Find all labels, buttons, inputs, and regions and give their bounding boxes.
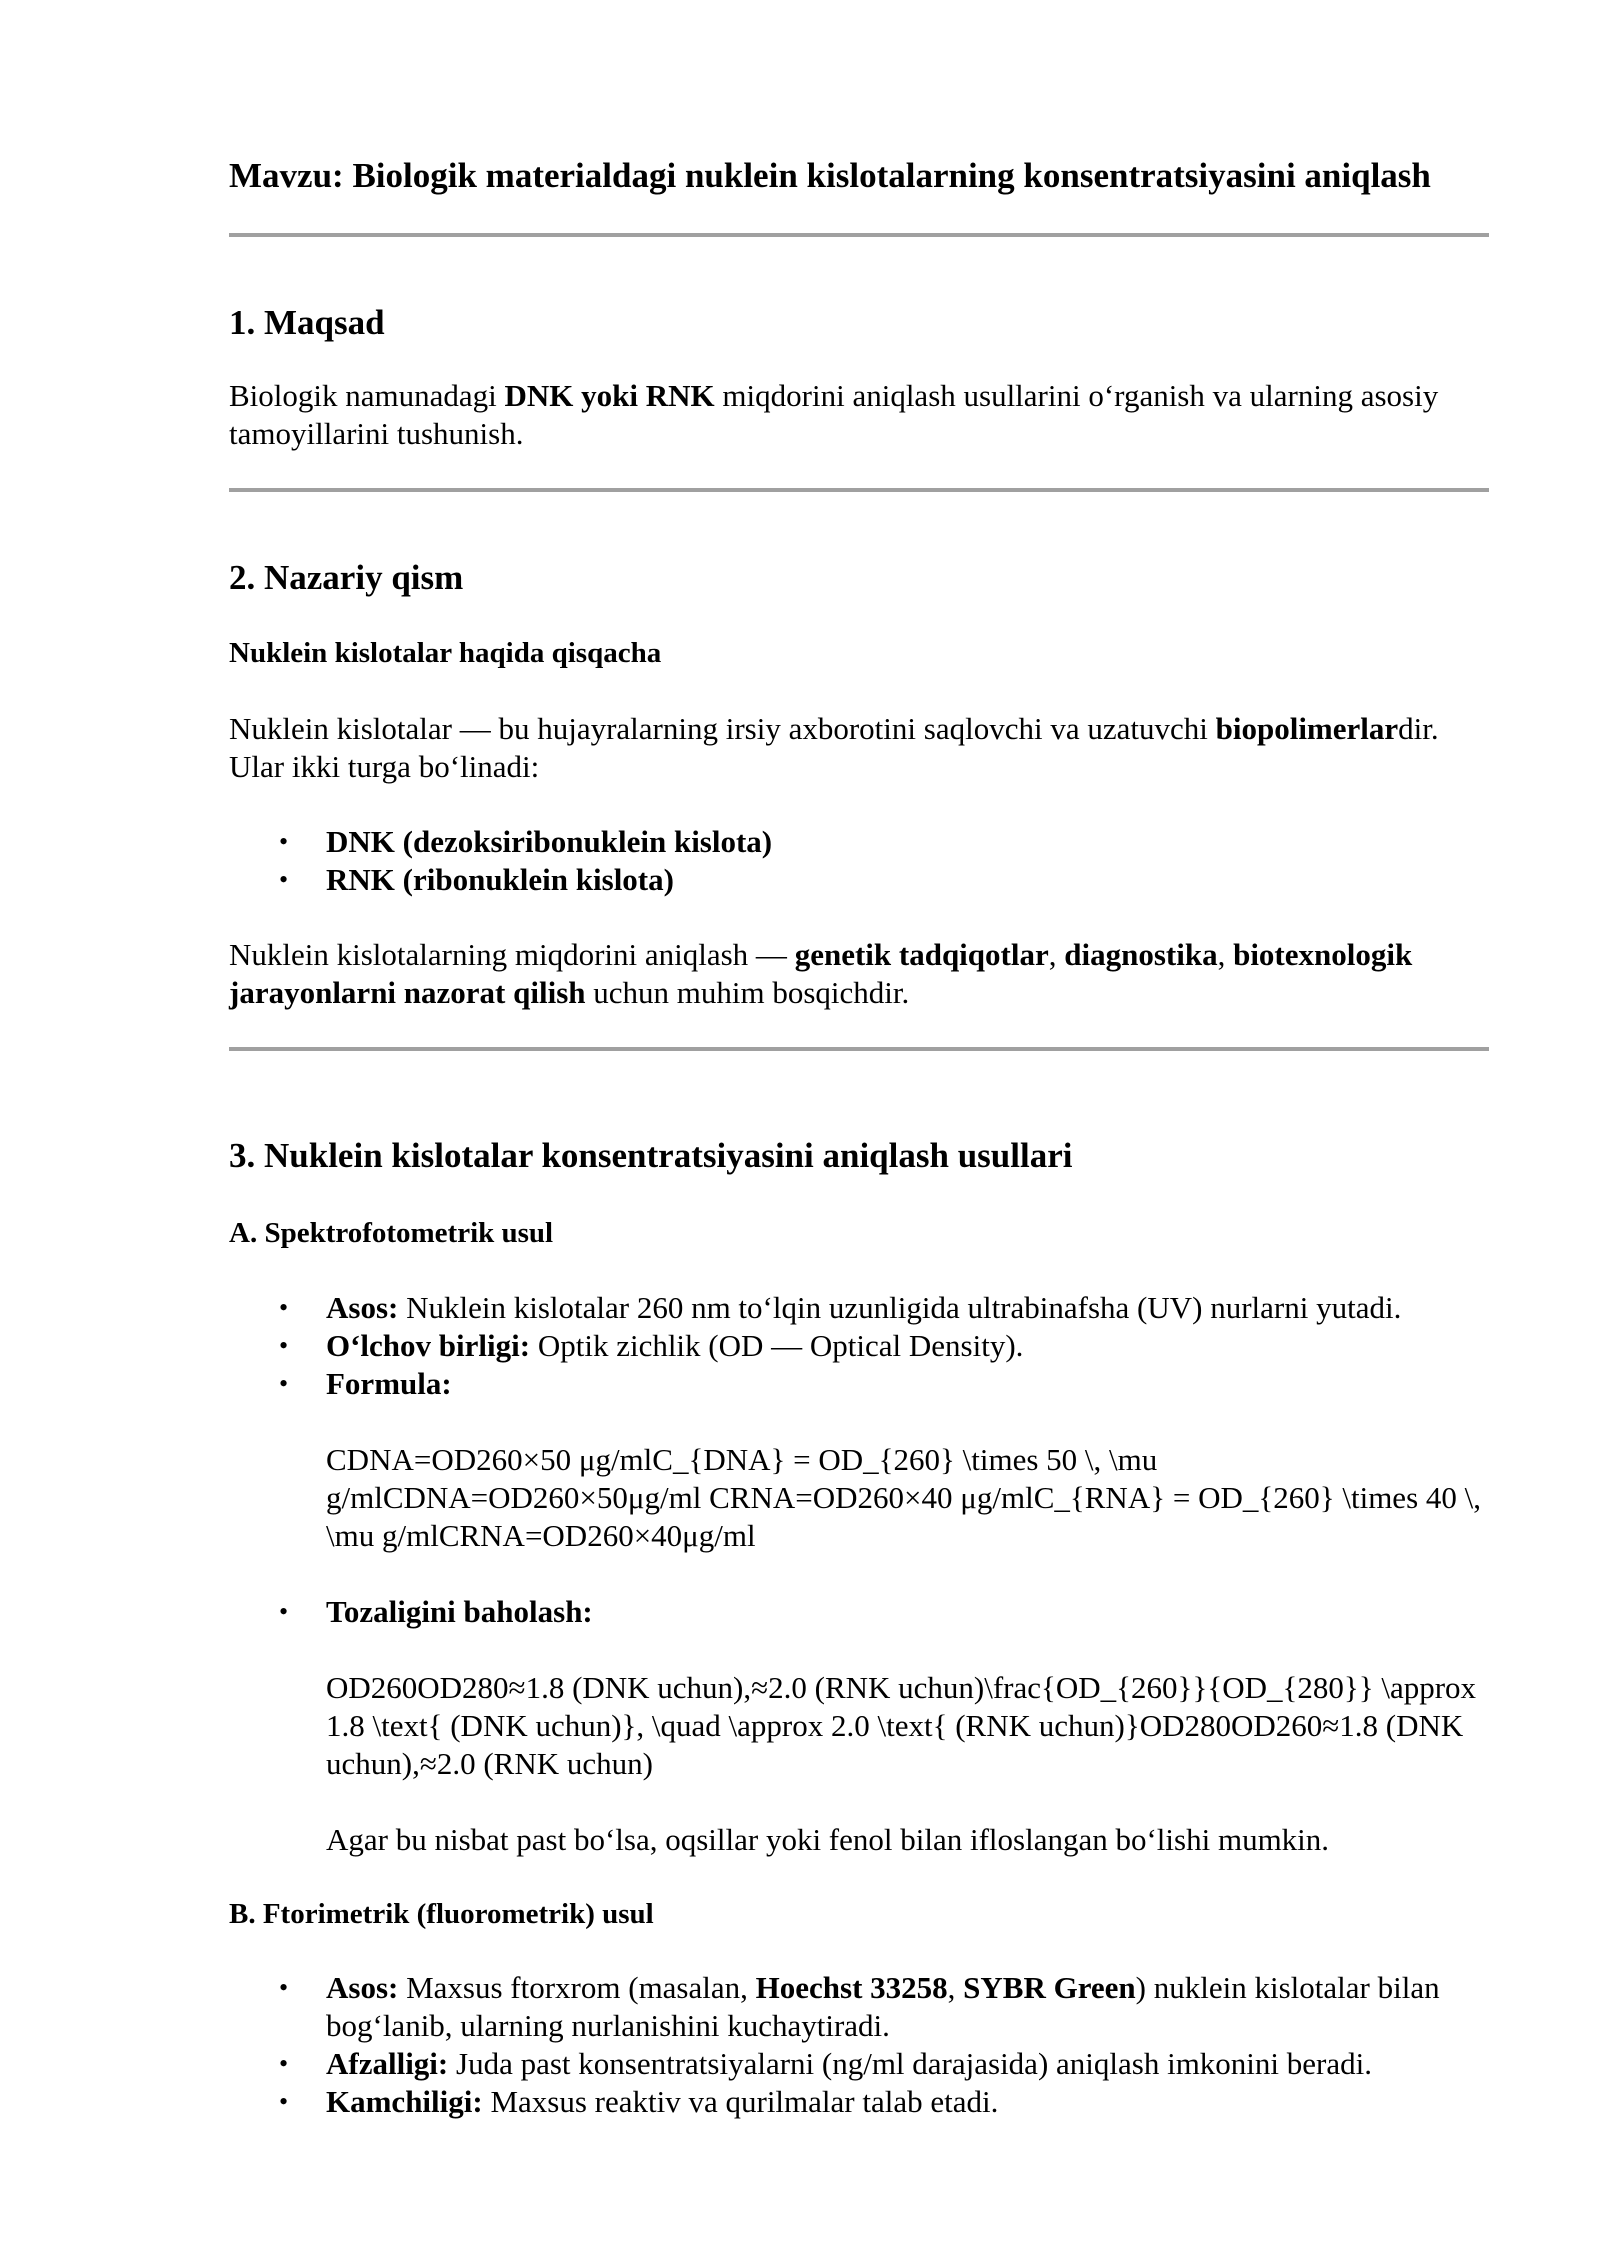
- text-run: uchun muhim bosqichdir.: [585, 975, 910, 1010]
- purity-ratio-text: OD260OD280≈1.8 (DNK uchun),≈2.0 (RNK uchun)\frac{OD_{260}}{OD_{280}} \approx 1.8 \text{ (DNK uchun)}, \quad \approx 2.0 \text{ (RNK uchun)}OD280OD260≈1.8 (DNK uchun),≈2.0 (RNK uchun): [326, 1670, 1477, 1781]
- purity-note: Agar bu nisbat past bo‘lsa, oqsillar yoki fenol bilan ifloslangan bo‘lishi mumkin.: [326, 1822, 1330, 1857]
- text-run: Maxsus reaktiv va qurilmalar talab etadi.: [482, 2084, 999, 2119]
- types-list: [229, 823, 1489, 899]
- purity-list: [229, 1593, 1489, 1631]
- bullet-icon: •: [279, 1973, 289, 2002]
- list-item: [229, 1327, 1489, 1365]
- text-run: Optik zichlik (OD — Optical Density).: [530, 1328, 1024, 1363]
- list-item: [229, 1289, 1489, 1327]
- spectro-list: [229, 1289, 1489, 1403]
- list-item-text: RNK (ribonuklein kislota): [326, 862, 674, 897]
- bold-text-run: SYBR Green: [963, 1970, 1136, 2005]
- bold-text-run: Tozaligini baholash:: [326, 1594, 593, 1629]
- bullet-icon: •: [279, 2049, 289, 2078]
- text-run: ,: [1048, 937, 1065, 972]
- bold-text-run: O‘lchov birligi:: [326, 1328, 531, 1363]
- divider: [229, 488, 1489, 492]
- bold-text-run: DNK yoki RNK: [504, 378, 715, 413]
- list-item: [229, 1365, 1489, 1403]
- bullet-icon: •: [279, 2087, 289, 2116]
- subheading-nuklein: Nuklein kislotalar haqida qisqacha: [229, 637, 662, 669]
- divider: [229, 1047, 1489, 1051]
- bullet-icon: •: [279, 1331, 289, 1360]
- text-run: miqdorini aniqlash usullarini o‘rganish va ularning asosiy tamoyillarini tushunish.: [229, 378, 1439, 451]
- document-title: Mavzu: Biologik materialdagi nuklein kislotalarning konsentratsiyasini aniqlash: [229, 156, 1431, 195]
- bold-text-run: Afzalligi:: [326, 2046, 449, 2081]
- text-run: Maxsus ftorxrom (masalan,: [398, 1970, 756, 2005]
- section-heading-nazariy: 2. Nazariy qism: [229, 558, 464, 597]
- section-heading-maqsad: 1. Maqsad: [229, 303, 385, 342]
- text-run: ,: [1217, 937, 1234, 972]
- bold-text-run: Hoechst 33258: [755, 1970, 948, 2005]
- bullet-icon: •: [279, 1369, 289, 1398]
- list-item: [229, 823, 1489, 861]
- intro-paragraph: [229, 710, 1489, 786]
- list-item: [229, 2045, 1489, 2083]
- formula-text: CDNA=OD260×50 μg/mlC_{DNA} = OD_{260} \times 50 \, \mu g/mlCDNA=OD260×50μg/ml CRNA=OD260×40 μg/mlC_{RNA} = OD_{260} \times 40 \, \mu g/mlCRNA=OD260×40μg/ml: [326, 1442, 1481, 1553]
- bold-text-run: Formula:: [326, 1366, 452, 1401]
- maqsad-paragraph: [229, 377, 1489, 453]
- text-run: ,: [947, 1970, 964, 2005]
- bold-text-run: Kamchiligi:: [326, 2084, 483, 2119]
- bold-text-run: biotexnologik jarayonlarni nazorat qilish: [229, 937, 1413, 1010]
- bullet-icon: •: [279, 1597, 289, 1626]
- bullet-icon: •: [279, 827, 289, 856]
- bold-text-run: biopolimerlar: [1215, 711, 1399, 746]
- text-run: ) nuklein kislotalar bilan bog‘lanib, ularning nurlanishini kuchaytiradi.: [326, 1970, 1440, 2043]
- list-item: [229, 2083, 1489, 2121]
- text-run: dir. Ular ikki turga bo‘linadi:: [229, 711, 1439, 784]
- text-run: Nuklein kislotalarning miqdorini aniqlash —: [229, 937, 795, 972]
- purpose-paragraph: [229, 936, 1489, 1012]
- bold-text-run: Asos:: [326, 1970, 399, 2005]
- document-page: [229, 145, 1489, 2121]
- bold-text-run: Asos:: [326, 1290, 399, 1325]
- list-item: [229, 1593, 1489, 1631]
- list-item: [229, 861, 1489, 899]
- text-run: Juda past konsentratsiyalarni (ng/ml darajasida) aniqlash imkonini beradi.: [448, 2046, 1372, 2081]
- list-item-text: DNK (dezoksiribonuklein kislota): [326, 824, 773, 859]
- text-run: Biologik namunadagi: [229, 378, 505, 413]
- bullet-icon: •: [279, 1293, 289, 1322]
- bold-text-run: diagnostika: [1064, 937, 1218, 972]
- list-item: [229, 1969, 1489, 2045]
- section-heading-usullar: 3. Nuklein kislotalar konsentratsiyasini aniqlash usullari: [229, 1136, 1073, 1175]
- divider: [229, 233, 1489, 237]
- subheading-spektrofotometrik: A. Spektrofotometrik usul: [229, 1217, 554, 1249]
- text-run: Nuklein kislotalar 260 nm to‘lqin uzunligida ultrabinafsha (UV) nurlarni yutadi.: [398, 1290, 1402, 1325]
- bold-text-run: genetik tadqiqotlar: [794, 937, 1049, 972]
- text-run: Nuklein kislotalar — bu hujayralarning irsiy axborotini saqlovchi va uzatuvchi: [229, 711, 1216, 746]
- subheading-ftorimetrik: B. Ftorimetrik (fluorometrik) usul: [229, 1898, 654, 1930]
- fluoro-list: [229, 1969, 1489, 2121]
- bullet-icon: •: [279, 865, 289, 894]
